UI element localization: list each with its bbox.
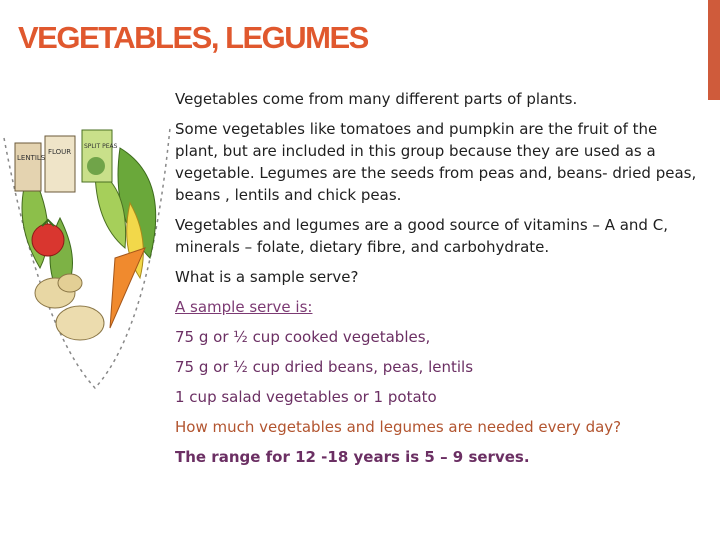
daily-need-question: How much vegetables and legumes are needed every day? (175, 418, 622, 436)
slide-title: VEGETABLES, LEGUMES (18, 20, 368, 55)
paragraph-nutrients: Vegetables and legumes are a good source of vitamins – A and C, minerals – folate, dietary fibre, and carbohydrate. (175, 216, 668, 256)
accent-bar (708, 0, 720, 100)
vegetables-cone-icon (0, 108, 180, 398)
sample-serve-question: What is a sample serve? (175, 268, 359, 286)
sample-serve-heading: A sample serve is: (175, 298, 313, 316)
serve-dried-beans: 75 g or ½ cup dried beans, peas, lentils (175, 358, 474, 376)
can-label: FLOUR (48, 148, 72, 156)
serve-cooked-vegetables: 75 g or ½ cup cooked vegetables, (175, 328, 431, 346)
serve-salad-potato: 1 cup salad vegetables or 1 potato (175, 388, 437, 406)
lentils-can (15, 143, 41, 191)
content-body (175, 88, 705, 468)
flour-packet (45, 136, 75, 192)
can-label: SPLIT PEAS (84, 143, 118, 150)
can-label: LENTILS (17, 154, 46, 162)
daily-need-answer: The range for 12 -18 years is 5 – 9 serves. (175, 448, 530, 466)
paragraph-fruit-legumes: Some vegetables like tomatoes and pumpkin are the fruit of the plant, but are included in this group because they are used as a vegetable. Legumes are the seeds from peas and, beans- dried peas, beans , lentils and chick peas. (175, 120, 697, 204)
paragraph-intro: Vegetables come from many different parts of plants. (175, 90, 578, 108)
